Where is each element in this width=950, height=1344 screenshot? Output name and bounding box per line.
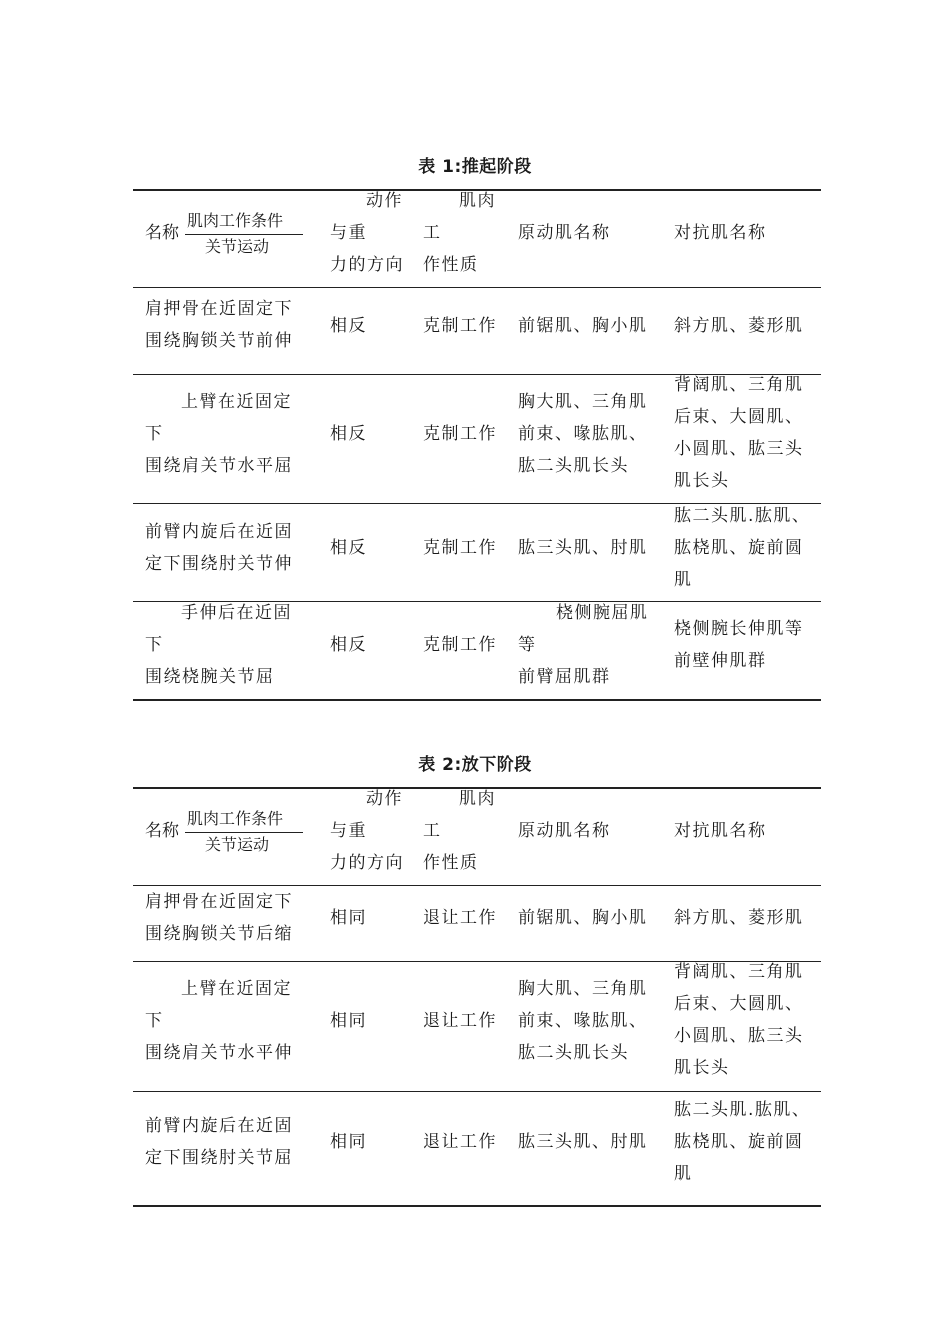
header-agonist: 原动肌名称 — [518, 821, 611, 841]
table-row-antagonist: 斜方肌、菱形肌 — [674, 908, 804, 928]
table-row-work: 克制工作 — [423, 424, 497, 444]
table2-caption: 表 2:放下阶段 — [418, 755, 532, 775]
table-row-motion: 前臂内旋后在近固 定下围绕肘关节屈 — [145, 1116, 293, 1168]
table1 — [133, 189, 821, 702]
table-row-agonist: 肱三头肌、肘肌 — [518, 1132, 648, 1152]
table-row-motion: 上臂在近固定 下 围绕肩关节水平屈 — [145, 392, 293, 476]
table-row-work: 退让工作 — [423, 1011, 497, 1031]
header-diag-line — [185, 234, 303, 235]
table-row-work: 克制工作 — [423, 635, 497, 655]
header-diag-bottom: 关节运动 — [205, 835, 270, 854]
table-row-agonist: 胸大肌、三角肌 前束、喙肱肌、 肱二头肌长头 — [518, 392, 648, 476]
header-direction: 动作 与重 力的方向 — [330, 191, 404, 275]
table-row-motion: 肩押骨在近固定下 围绕胸锁关节后缩 — [145, 892, 293, 944]
table-row-direction: 相同 — [330, 1132, 367, 1152]
table-row-work: 克制工作 — [423, 538, 497, 558]
table1-caption: 表 1:推起阶段 — [418, 157, 532, 177]
table1-bottom-rule — [133, 699, 821, 701]
table2-row-rule — [133, 1091, 821, 1092]
table2 — [133, 787, 821, 1207]
header-diag-bottom: 关节运动 — [205, 237, 270, 256]
table-row-motion: 手伸后在近固 下 围绕桡腕关节屈 — [145, 603, 292, 687]
table-row-antagonist: 背阔肌、三角肌 后束、大圆肌、 小圆肌、肱三头 肌长头 — [674, 375, 804, 491]
header-direction: 动作 与重 力的方向 — [330, 789, 404, 873]
table-row-direction: 相反 — [330, 538, 367, 558]
header-name-label: 名称 — [145, 223, 179, 243]
header-work: 肌肉 工 作性质 — [423, 789, 496, 873]
header-antagonist: 对抗肌名称 — [674, 223, 767, 243]
table2-bottom-rule — [133, 1205, 821, 1207]
header-work: 肌肉 工 作性质 — [423, 191, 496, 275]
table-row-direction: 相同 — [330, 908, 367, 928]
table-row-motion: 上臂在近固定 下 围绕肩关节水平伸 — [145, 979, 293, 1063]
table-row-agonist: 胸大肌、三角肌 前束、喙肱肌、 肱二头肌长头 — [518, 979, 648, 1063]
table-row-work: 克制工作 — [423, 316, 497, 336]
table-row-work: 退让工作 — [423, 908, 497, 928]
table-row-agonist: 肱三头肌、肘肌 — [518, 538, 648, 558]
table-row-direction: 相反 — [330, 635, 367, 655]
table-row-motion: 前臂内旋后在近固 定下围绕肘关节伸 — [145, 522, 293, 574]
table-row-agonist: 桡侧腕屈肌 等 前臂屈肌群 — [518, 603, 649, 687]
table-row-direction: 相反 — [330, 316, 367, 336]
table-row-direction: 相反 — [330, 424, 367, 444]
header-agonist: 原动肌名称 — [518, 223, 611, 243]
table1-header-rule — [133, 287, 821, 288]
table-row-antagonist: 肱二头肌.肱肌、 肱桡肌、旋前圆 肌 — [674, 1100, 811, 1184]
table-row-agonist: 前锯肌、胸小肌 — [518, 316, 648, 336]
header-antagonist: 对抗肌名称 — [674, 821, 767, 841]
header-diag-line — [185, 832, 303, 833]
header-diag-top: 肌肉工作条件 — [187, 809, 284, 828]
table-row-antagonist: 肱二头肌.肱肌、 肱桡肌、旋前圆 肌 — [674, 506, 811, 590]
table-row-direction: 相同 — [330, 1011, 367, 1031]
table-row-antagonist: 背阔肌、三角肌 后束、大圆肌、 小圆肌、肱三头 肌长头 — [674, 962, 804, 1078]
header-diag-top: 肌肉工作条件 — [187, 211, 284, 230]
header-name-label: 名称 — [145, 821, 179, 841]
table-row-antagonist: 桡侧腕长伸肌等 前壁伸肌群 — [674, 619, 804, 671]
table-row-agonist: 前锯肌、胸小肌 — [518, 908, 648, 928]
table-row-antagonist: 斜方肌、菱形肌 — [674, 316, 804, 336]
table-row-work: 退让工作 — [423, 1132, 497, 1152]
table-row-motion: 肩押骨在近固定下 围绕胸锁关节前伸 — [145, 299, 293, 351]
